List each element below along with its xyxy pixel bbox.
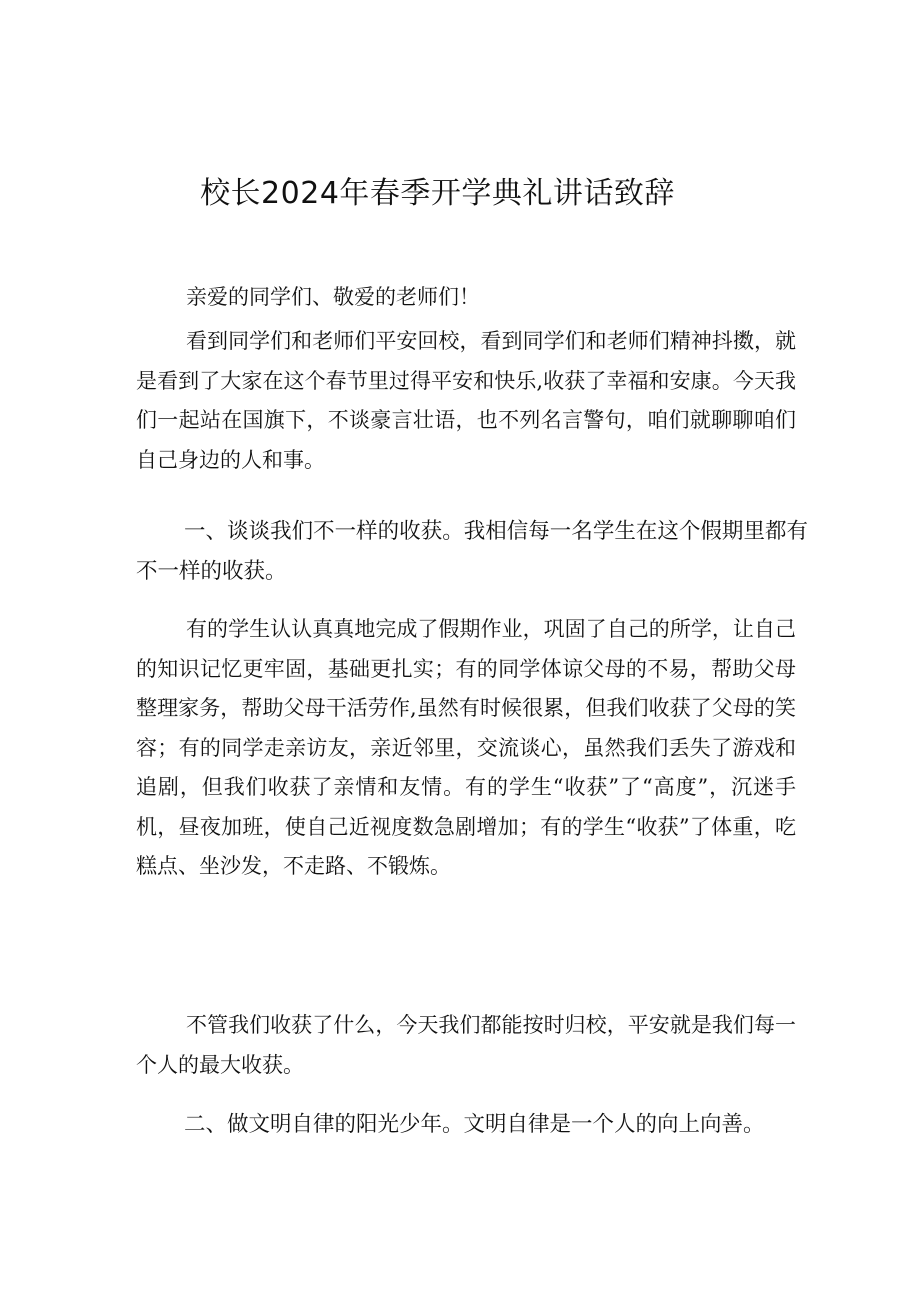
body-paragraph-3: 不管我们收获了什么，今天我们都能按时归校，平安就是我们每一个人的最大收获。	[136, 1013, 796, 1077]
greeting-paragraph: 亲爱的同学们、敬爱的老师们！	[186, 285, 480, 309]
body-paragraph-2: 有的学生认认真真地完成了假期作业，巩固了自己的所学，让自己的知识记忆更牢固，基础更扎实；有的同学体谅父母的不易，帮助父母整理家务，帮助父母干活劳作,虽然有时候很累，但我们收获了父母的笑容；有的同学走亲访友，亲近邻里，交流谈心，虽然我们丢失了游戏和追剧，但我们收获了亲情和友情。有的学生“收获”了“高度”，沉迷手机，昼夜加班，使自己近视度数急剧增加；有的学生“收获”了体重，吃糕点、坐沙发，不走路、不锻炼。	[136, 617, 796, 878]
body-paragraph-1: 看到同学们和老师们平安回校，看到同学们和老师们精神抖擞，就是看到了大家在这个春节里过得平安和快乐,收获了幸福和安康。今天我们一起站在国旗下，不谈豪言壮语，也不列名言警句，咱们就聊聊咱们自己身边的人和事。	[136, 329, 796, 472]
section-heading-2: 二、做文明自律的阳光少年。文明自律是一个人的向上向善。	[184, 1112, 765, 1137]
section-heading-1: 一、谈谈我们不一样的收获。我相信每一名学生在这个假期里都有不一样的收获。	[136, 519, 808, 584]
document-title: 校长2024年春季开学典礼讲话致辞	[200, 176, 675, 211]
